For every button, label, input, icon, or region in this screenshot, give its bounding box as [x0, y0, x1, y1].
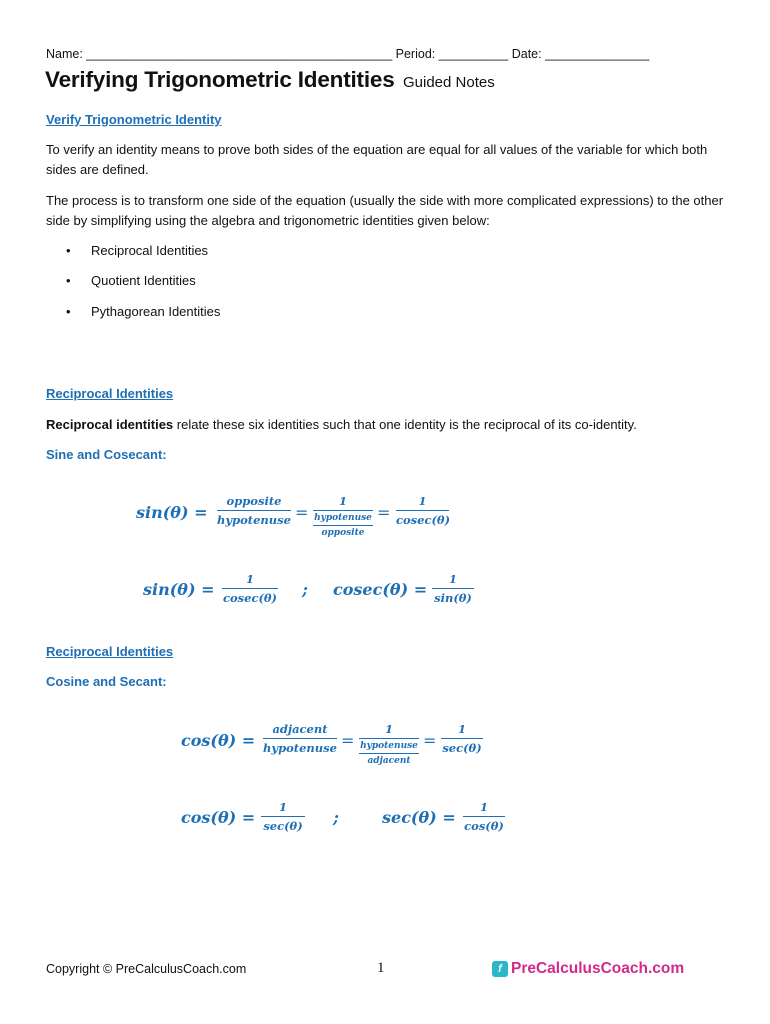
verify-paragraph-1: To verify an identity means to prove both sides of the equation are equal for all values of the variable for which both sides are defined. — [46, 142, 708, 177]
equals-sign: = — [377, 503, 391, 522]
fraction-one-over-sin: 1 sin(θ) — [432, 572, 474, 605]
title-main: Verifying Trigonometric Identities — [45, 67, 395, 92]
bullet-item: • Quotient Identities — [66, 273, 196, 288]
equals-sign: = — [423, 731, 437, 750]
cosine-secant-heading: Cosine and Secant: — [46, 674, 167, 689]
reciprocal-identities-link[interactable]: Reciprocal Identities — [46, 386, 174, 401]
fraction-one-over-sec: 1 sec(θ) — [261, 800, 305, 833]
cosec-lhs: cosec(θ) = — [333, 580, 428, 599]
page-title — [45, 67, 495, 93]
site-logo[interactable] — [492, 960, 684, 978]
equals-sign: = — [295, 503, 309, 522]
reciprocal-description: Reciprocal identities relate these six identities such that one identity is the reciprocal of its co-identity. — [46, 417, 637, 432]
cos-lhs: cos(θ) = — [181, 808, 256, 827]
equals-sign: = — [341, 731, 355, 750]
name-period-date-line: Name: ____________________________________________ Period: __________ Date: _______________ — [46, 47, 650, 61]
sin-lhs: sin(θ) = — [136, 503, 208, 522]
fraction-one-over-ratio: 1 hypotenuse opposite — [314, 494, 372, 538]
copyright-text: Copyright © PreCalculusCoach.com — [46, 962, 247, 976]
logo-text: PreCalculusCoach.com — [511, 960, 685, 977]
semicolon-separator: ; — [333, 808, 339, 827]
fraction-one-over-sec: 1 sec(θ) — [442, 722, 482, 755]
page-number: 1 — [377, 960, 385, 976]
fraction-one-over-cosec: 1 cosec(θ) — [222, 572, 278, 605]
fraction-one-over-ratio: 1 hypotenuse adjacent — [360, 722, 418, 766]
fraction-opposite-hypotenuse: opposite hypotenuse — [217, 494, 291, 527]
sin-lhs: sin(θ) = — [143, 580, 215, 599]
cos-lhs: cos(θ) = — [181, 731, 256, 750]
semicolon-separator: ; — [302, 580, 308, 599]
bullet-item: • Reciprocal Identities — [66, 243, 209, 258]
fraction-one-over-cosec: 1 cosec(θ) — [396, 494, 451, 527]
reciprocal-identities-link[interactable]: Reciprocal Identities — [46, 644, 174, 659]
fraction-adjacent-hypotenuse: adjacent hypotenuse — [263, 722, 337, 755]
logo-icon: f — [492, 961, 508, 977]
sine-cosecant-heading: Sine and Cosecant: — [46, 447, 167, 462]
title-sub: Guided Notes — [402, 74, 495, 91]
sec-lhs: sec(θ) = — [382, 808, 456, 827]
verify-identity-link[interactable]: Verify Trigonometric Identity — [46, 112, 222, 127]
verify-paragraph-2: The process is to transform one side of the equation (usually the side with more complicated expressions) to the other side by simplifying using the algebra and trigonometric identities given below: — [46, 193, 724, 228]
fraction-one-over-cos: 1 cos(θ) — [464, 800, 504, 833]
bullet-item: • Pythagorean Identities — [66, 304, 221, 319]
